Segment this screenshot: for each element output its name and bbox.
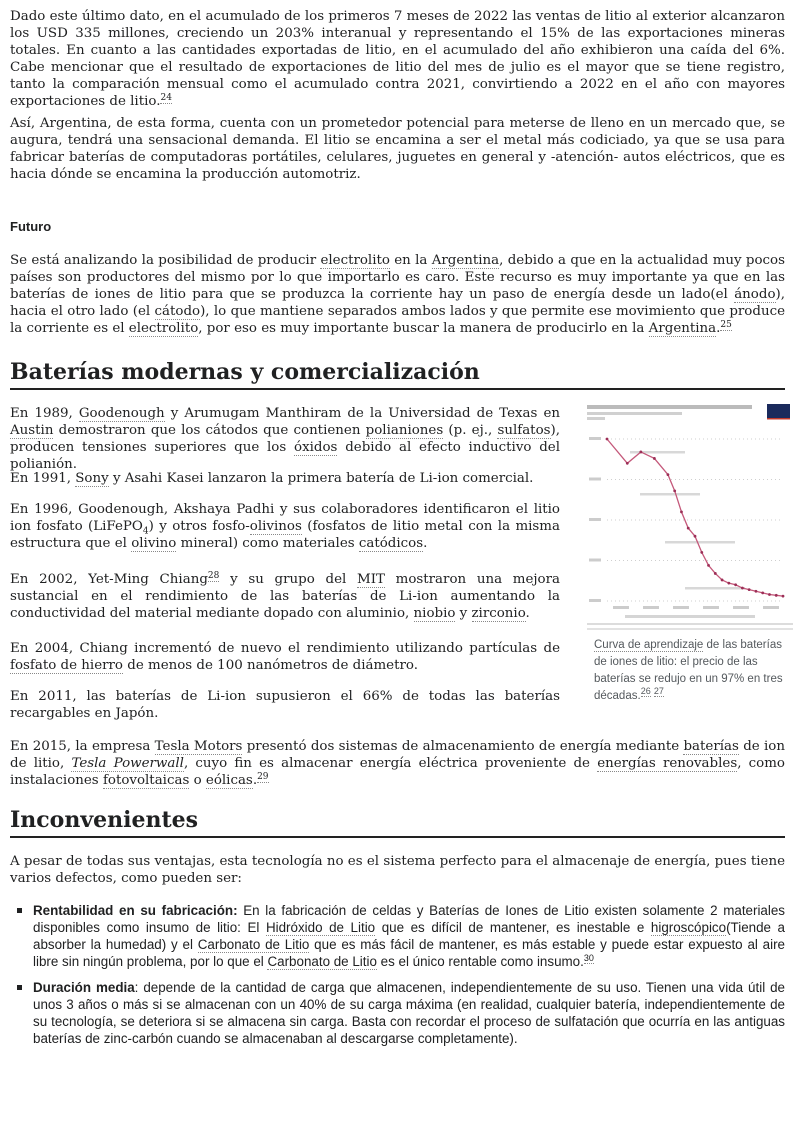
chart-logo-badge bbox=[767, 404, 790, 419]
chart-battery-price[interactable] bbox=[585, 401, 793, 633]
chart-point bbox=[761, 592, 764, 595]
paragraph-1989: En 1989, Goodenough y Arumugam Manthiram de la Universidad de Texas en Austin demostraron que los cátodos que contienen polianiones (p. ej., sulfatos), producen tensiones superiores que los óxidos debido al efecto inductivo del polianión. bbox=[10, 406, 561, 472]
link-electrolito-2[interactable]: electrolito bbox=[128, 321, 199, 336]
subheading-futuro: Futuro bbox=[10, 219, 52, 234]
chart-y-tick-label bbox=[589, 599, 601, 602]
chart-x-tick-label bbox=[673, 606, 689, 609]
chart-x-tick-label bbox=[703, 606, 719, 609]
chart-point bbox=[755, 590, 758, 593]
figure-caption: Curva de aprendizaje de las baterías de iones de litio: el precio de las baterías se redujo en un 97% en tres décadas.$^{26}$ $^{27}$ bbox=[594, 639, 783, 702]
link-zirconio[interactable]: zirconio bbox=[471, 606, 526, 621]
paragraph-2002: En 2002, Yet-Ming Chiang$^{28}$ y su grupo del MIT mostraron una mejora sustancial en el rendimiento de las baterías de Li-ion aumentando la conductividad del material mediante dopado con aluminio, niobio y zirconio. bbox=[10, 570, 561, 621]
chart-y-tick-label bbox=[589, 478, 601, 481]
chart-point bbox=[714, 572, 717, 575]
link-austin[interactable]: Austin bbox=[10, 423, 54, 438]
link-polianiones[interactable]: polianiones bbox=[365, 423, 444, 438]
chart-point bbox=[694, 535, 697, 538]
chart-point bbox=[673, 489, 676, 492]
chart-point bbox=[653, 457, 656, 460]
paragraph-inconvenientes-intro: A pesar de todas sus ventajas, esta tecnología no es el sistema perfecto para el almacenaje de energía, pues tiene varios defectos, como pueden ser: bbox=[10, 854, 785, 886]
chart-x-axis-label bbox=[625, 615, 755, 618]
link-argentina-2[interactable]: Argentina bbox=[648, 321, 717, 336]
bullet-icon bbox=[17, 908, 22, 913]
chart-x-tick-label bbox=[613, 606, 629, 609]
chart-y-tick-label bbox=[589, 437, 601, 440]
chart-annotation bbox=[630, 451, 685, 454]
paragraph-futuro: Se está analizando la posibilidad de producir electrolito en la Argentina, debido a que en la actualidad muy pocos países son productores del mismo por lo que importarlo es caro. Este recurso es muy importante ya que en las baterías de iones de litio para que se produzca la corriente hay un paso de energía desde un lado(el ánodo), hacia el otro lado (el cátodo), lo que mantiene separados ambos lados y que permite ese movimiento que produce la corriente es el electrolito, por eso es muy importante buscar la manera de producirlo en la Argentina.$^{25}$ bbox=[10, 253, 785, 336]
link-carbonato-de-litio-2[interactable]: Carbonato de Litio bbox=[267, 954, 377, 969]
figure-learning-curve bbox=[585, 401, 793, 705]
link-mit[interactable]: MIT bbox=[357, 572, 385, 587]
reference-27[interactable]: 27 bbox=[653, 686, 664, 697]
link-goodenough[interactable]: Goodenough bbox=[78, 406, 165, 421]
chart-source-note bbox=[587, 623, 793, 625]
bullet-icon bbox=[17, 985, 22, 990]
chart-annotation bbox=[665, 541, 735, 544]
link-tesla-powerwall[interactable]: Tesla Powerwall bbox=[71, 756, 184, 771]
link-carbonato-de-litio[interactable]: Carbonato de Litio bbox=[197, 937, 310, 952]
chart-point bbox=[700, 551, 703, 554]
list-item-duracion-media: Duración media: depende de la cantidad de carga que almacenen, independientemente de su uso. Tienen una vida útil de unos 3 años o más si se almacenan con un 40% de su carga máxima (en realidad, cualquier batería, independientemente de su tecnología, se deteriora si se almacena sin carga. Basta con recordar el proceso de sulfatación que ocurría en las antiguas baterías de zinc-carbón cuando se almacenaban al descargarse completamente). bbox=[10, 979, 785, 1047]
paragraph-2011: En 2011, las baterías de Li-ion supusieron el 66% de todas las baterías recargables en Japón. bbox=[10, 689, 560, 721]
link-hidroxido-de-litio[interactable]: Hidróxido de Litio bbox=[265, 920, 376, 935]
link-electrolito[interactable]: electrolito bbox=[320, 253, 390, 268]
chart-point bbox=[680, 511, 683, 514]
link-higroscopico[interactable]: higroscópico bbox=[650, 920, 727, 935]
link-sulfatos[interactable]: sulfatos bbox=[497, 423, 551, 438]
chart-point bbox=[707, 564, 710, 567]
chart-point bbox=[782, 595, 785, 598]
chart-point bbox=[741, 587, 744, 590]
paragraph-exports-2022: Dado este último dato, en el acumulado de los primeros 7 meses de 2022 las ventas de litio al exterior alcanzaron los USD 335 millones, creciendo un 203% interanual y representando el 15% de las exportaciones mineras totales. En cuanto a las cantidades exportadas de litio, en el acumulado del año exhibieron una caída del 6%. Cabe mencionar que el resultado de exportaciones de litio del mes de julio es el mayor que se tiene registro, tanto la comparación mensual como el acumulado contra 2021, convirtiendo a 2022 en el año con mayores exportaciones de litio.$^{24}$ bbox=[10, 9, 785, 109]
chart-background bbox=[585, 401, 793, 633]
section-heading-inconvenientes: Inconvenientes bbox=[10, 806, 785, 838]
chart-title bbox=[587, 405, 752, 409]
link-niobio[interactable]: niobio bbox=[413, 606, 456, 621]
inconvenientes-list bbox=[10, 902, 785, 1056]
link-eolicas[interactable]: eólicas bbox=[205, 773, 253, 788]
link-fotovoltaicas[interactable]: fotovoltaicas bbox=[102, 773, 190, 788]
paragraph-1996: En 1996, Goodenough, Akshaya Padhi y sus colaboradores identificaron el litio ion fosfato (LiFePO$_4$) y otros fosfo-olivinos (fosfatos de litio metal con la misma estructura que el olivino mineral) como materiales catódicos. bbox=[10, 502, 560, 551]
link-sony[interactable]: Sony bbox=[75, 471, 109, 486]
reference-29[interactable]: 29 bbox=[257, 771, 269, 782]
reference-24[interactable]: 24 bbox=[160, 92, 172, 103]
paragraph-1991: En 1991, Sony y Asahi Kasei lanzaron la primera batería de Li-ion comercial. bbox=[10, 471, 534, 486]
link-baterias[interactable]: baterías bbox=[683, 739, 739, 754]
section-heading-baterias: Baterías modernas y comercialización bbox=[10, 358, 785, 390]
chart-point bbox=[727, 582, 730, 585]
link-olivino[interactable]: olivino bbox=[131, 536, 177, 551]
chart-point bbox=[721, 579, 724, 582]
chart-point bbox=[687, 527, 690, 530]
link-oxidos[interactable]: óxidos bbox=[294, 440, 338, 455]
list-item-rentabilidad: Rentabilidad en su fabricación: En la fabricación de celdas y Baterías de Iones de Litio existen solamente 2 materiales disponibles como insumo de litio: El Hidróxido de Litio que es difícil de mantener, es inestable e higroscópico(Tiende a absorber la humedad) y el Carbonato de Litio que es más fácil de mantener, es más estable y puede estar expuesto al aire libre sin ningún problema, por lo que el Carbonato de Litio es el único rentable como insumo.$^{30}$ bbox=[10, 902, 785, 970]
paragraph-argentina-potential: Así, Argentina, de esta forma, cuenta con un prometedor potencial para meterse de lleno en un mercado que, se augura, tendrá una sensacional demanda. El litio se encamina a ser el metal más codiciado, ya que se usa para fabricar baterías de computadoras portátiles, celulares, juguetes en general y -atención- autos eléctricos, que es hacia dónde se encamina la producción automotriz. bbox=[10, 116, 785, 182]
chart-point bbox=[626, 462, 629, 465]
link-curva-aprendizaje[interactable]: Curva de aprendizaje bbox=[594, 639, 704, 651]
chart-point bbox=[734, 583, 737, 586]
reference-28[interactable]: 28 bbox=[207, 570, 220, 581]
link-energias-renovables[interactable]: energías renovables bbox=[597, 756, 738, 771]
link-fosfato-de-hierro[interactable]: fosfato de hierro bbox=[10, 658, 123, 673]
chart-y-tick-label bbox=[589, 518, 601, 521]
chart-source-note-2 bbox=[587, 628, 793, 630]
link-olivinos[interactable]: olivinos bbox=[249, 519, 302, 534]
chart-point bbox=[775, 594, 778, 597]
reference-25[interactable]: 25 bbox=[720, 319, 732, 330]
chart-subtitle bbox=[587, 412, 682, 415]
link-tesla-motors[interactable]: Tesla Motors bbox=[154, 739, 243, 754]
chart-point bbox=[639, 451, 642, 454]
paragraph-2015: En 2015, la empresa Tesla Motors presentó dos sistemas de almacenamiento de energía mediante baterías de ion de litio, Tesla Powerwall, cuyo fin es almacenar energía eléctrica proveniente de energías renovables, como instalaciones fotovoltaicas o eólicas.$^{29}$ bbox=[10, 739, 785, 788]
link-anodo[interactable]: ánodo bbox=[734, 287, 776, 302]
chart-annotation bbox=[685, 587, 745, 590]
chart-logo-underline bbox=[767, 418, 790, 420]
chart-x-tick-label bbox=[763, 606, 779, 609]
chart-point bbox=[768, 593, 771, 596]
reference-26[interactable]: 26 bbox=[640, 686, 651, 697]
reference-30[interactable]: 30 bbox=[583, 952, 594, 963]
chart-y-tick-label bbox=[589, 559, 601, 562]
link-catodo[interactable]: cátodo bbox=[154, 304, 201, 319]
chart-x-tick-label bbox=[643, 606, 659, 609]
chart-point bbox=[606, 438, 609, 441]
chart-point bbox=[748, 588, 751, 591]
chart-unit-label bbox=[587, 417, 605, 420]
chart-annotation bbox=[640, 493, 700, 496]
link-argentina[interactable]: Argentina bbox=[431, 253, 500, 268]
paragraph-2004: En 2004, Chiang incrementó de nuevo el rendimiento utilizando partículas de fosfato de hierro de menos de 100 nanómetros de diámetro. bbox=[10, 641, 560, 673]
chart-point bbox=[667, 473, 670, 476]
link-catodicos[interactable]: catódicos bbox=[358, 536, 424, 551]
chart-x-tick-label bbox=[733, 606, 749, 609]
